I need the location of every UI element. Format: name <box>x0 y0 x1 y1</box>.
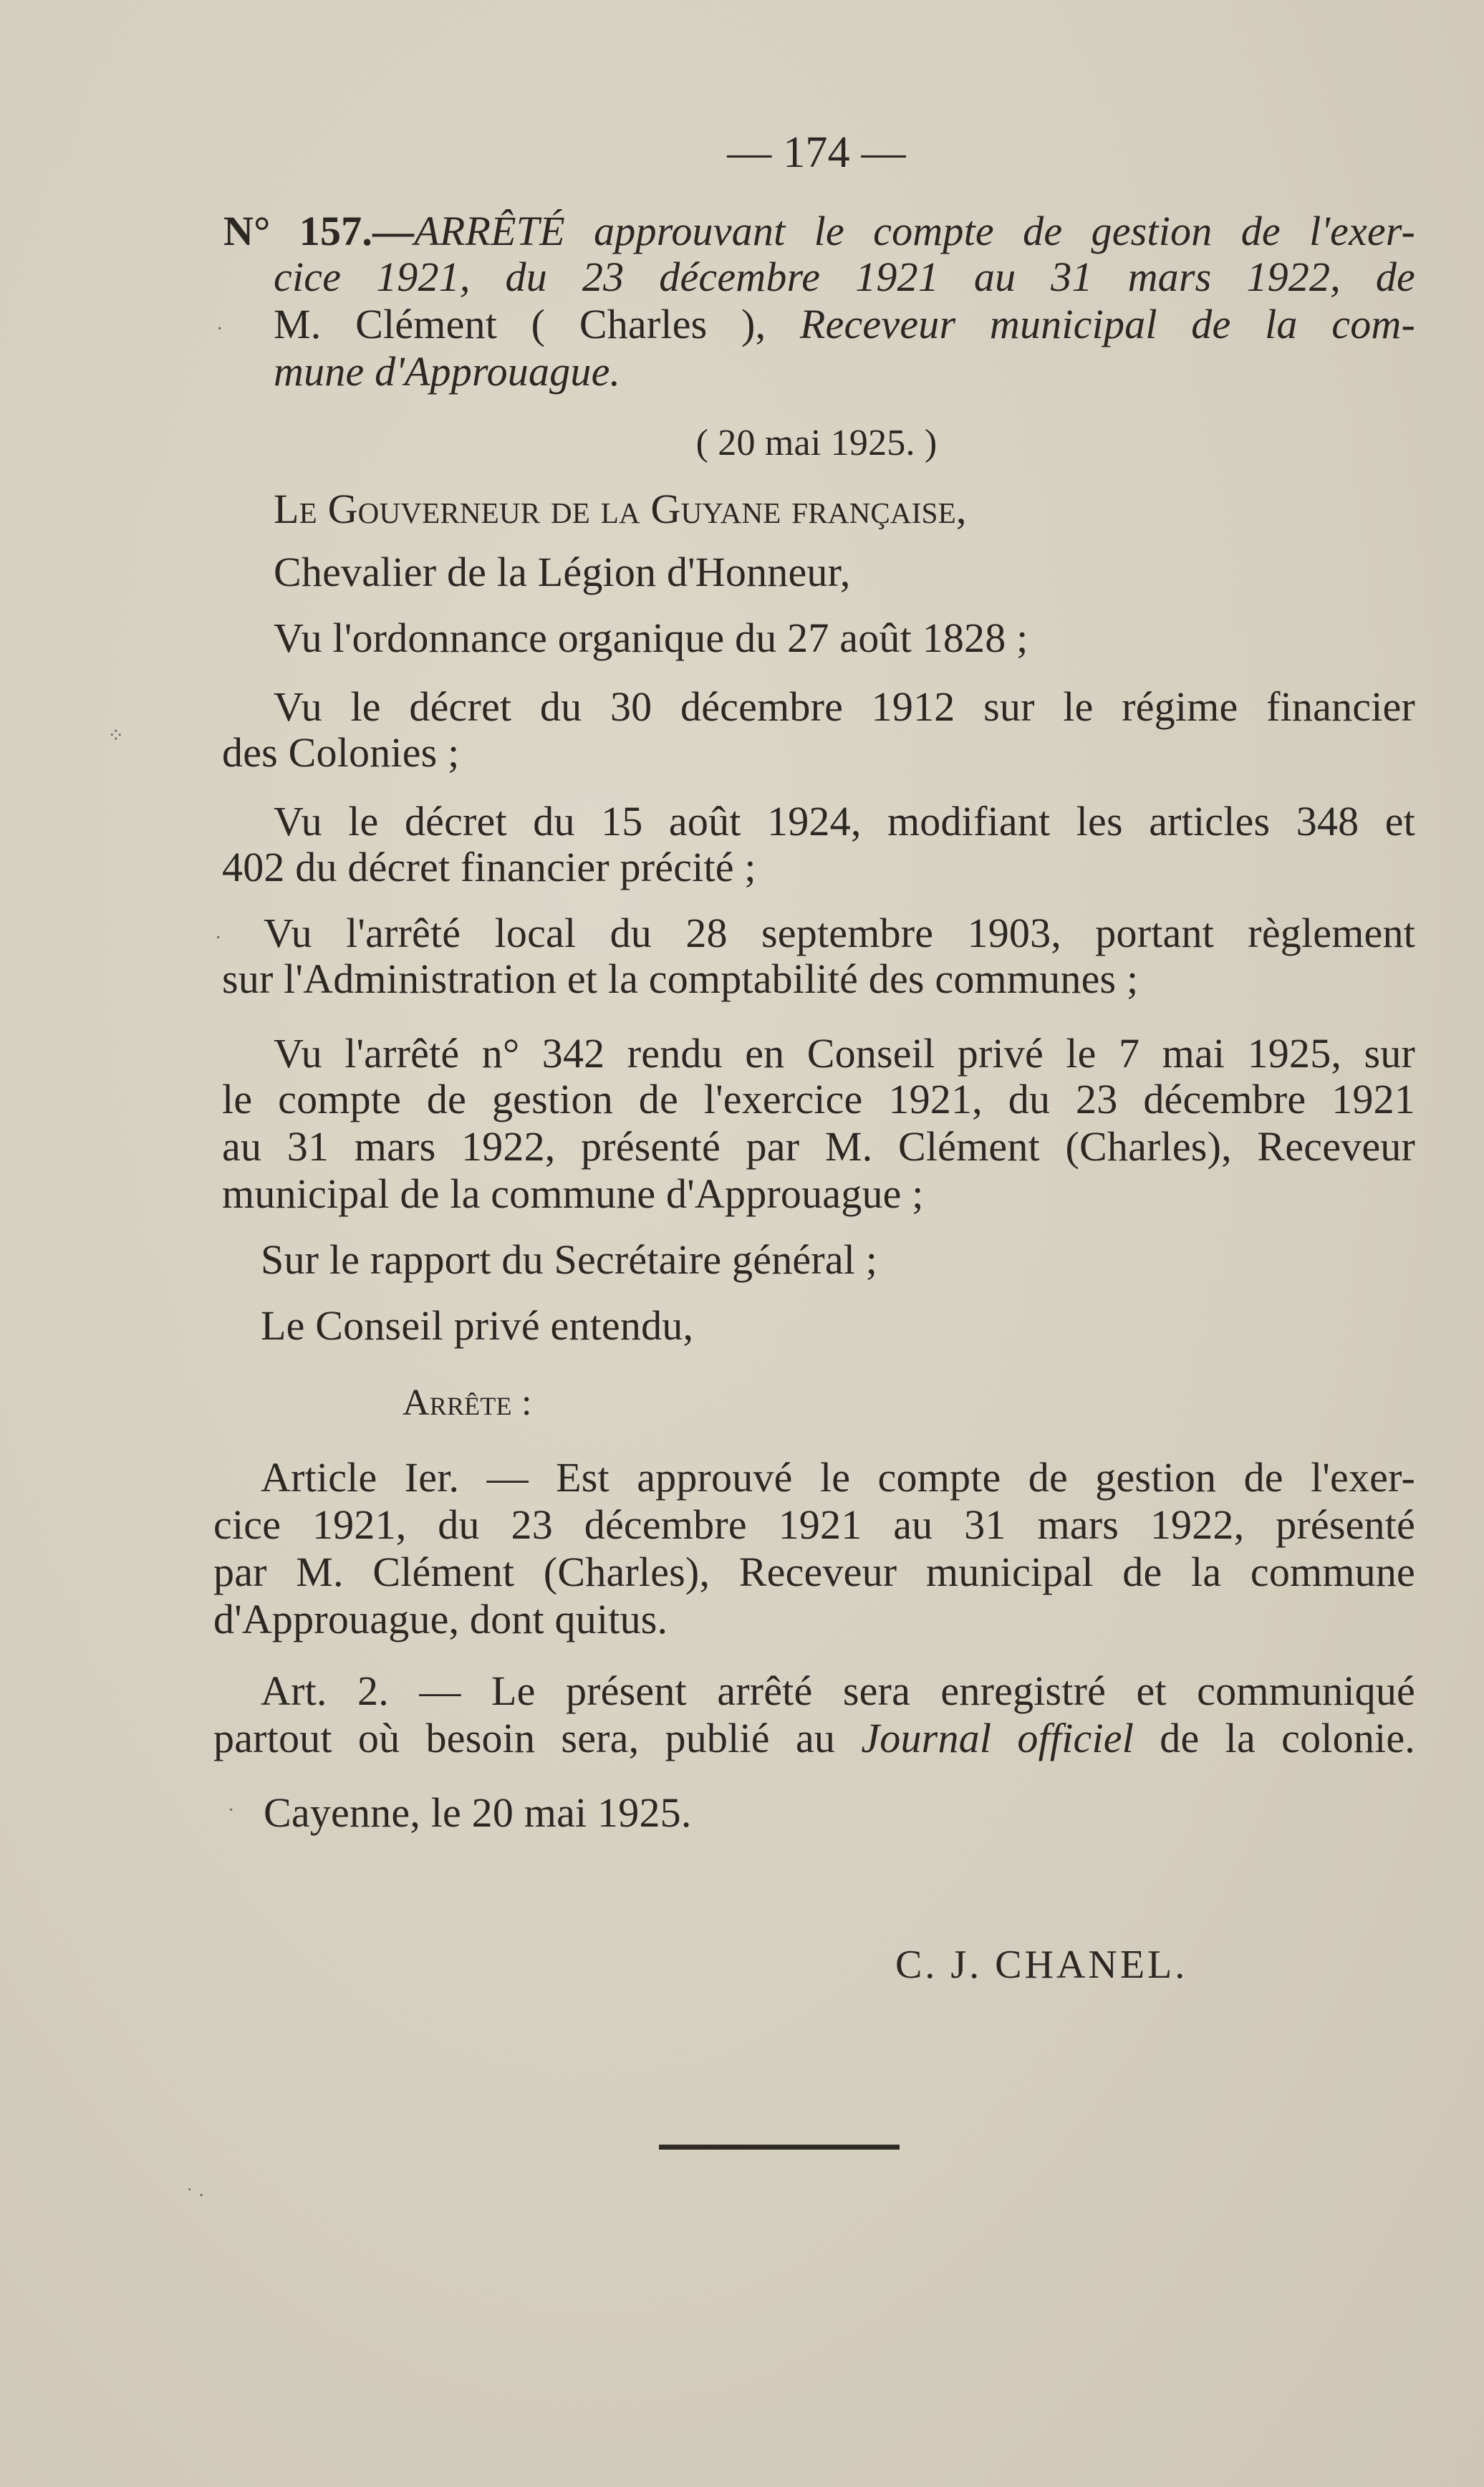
vu-arrete-342-line-2: le compte de gestion de l'exercice 1921, du 23 décembre 1921 <box>222 1076 1415 1122</box>
arrete-number: N° 157.— <box>223 208 415 254</box>
journal-officiel: Journal officiel <box>861 1715 1134 1761</box>
vu-decret-1924-line-1: Vu le décret du 15 août 1924, modifiant les articles 348 et <box>274 798 1415 845</box>
heading-line-4: mune d'Approuague. <box>274 348 621 395</box>
article-2-line-2 <box>213 1713 1415 1764</box>
heading-person: M. Clément ( Charles ), <box>274 301 800 347</box>
article-1-line-1: Article Ier. — Est approuvé le compte de gestion de l'exer- <box>261 1454 1415 1501</box>
heading-line-2: cice 1921, du 23 décembre 1921 au 31 mars 1922, de <box>274 254 1415 300</box>
article-1-line-2: cice 1921, du 23 décembre 1921 au 31 mars 1922, présenté <box>213 1501 1415 1548</box>
vu-ordonnance: Vu l'ordonnance organique du 27 août 1828 ; <box>274 615 1028 661</box>
vu-arrete-1903-line-2: sur l'Administration et la comptabilité des communes ; <box>222 956 1139 1002</box>
heading-line-3 <box>274 299 1415 350</box>
page-number: — 174 — <box>727 128 906 177</box>
article-1-line-4: d'Approuague, dont quitus. <box>213 1596 668 1642</box>
signature: C. J. CHANEL. <box>895 1943 1188 1987</box>
vu-arrete-342-line-3: au 31 mars 1922, présenté par M. Clément (Charles), Receveur <box>222 1123 1415 1170</box>
governor-line: Le Gouverneur de la Guyane française, <box>274 486 967 532</box>
vu-arrete-1903-line-1: Vu l'arrêté local du 28 septembre 1903, portant règlement <box>264 910 1415 956</box>
vu-arrete-342-line-4: municipal de la commune d'Approuague ; <box>222 1170 924 1217</box>
vu-decret-1912-line-2: des Colonies ; <box>222 729 460 776</box>
paper-mark: · <box>228 1799 235 1822</box>
paper-mark: · <box>215 927 222 949</box>
heading-title-part-1: ARRÊTÉ approuvant le compte de gestion de l'exer- <box>414 208 1415 254</box>
arrete-label: Arrête : <box>403 1382 532 1423</box>
article-2-text-post: de la colonie. <box>1134 1715 1415 1761</box>
paper-mark: ˙ · <box>186 2185 205 2207</box>
paper-mark: · <box>216 318 223 340</box>
closing-rule <box>659 2145 900 2150</box>
conseil-line: Le Conseil privé entendu, <box>261 1302 694 1349</box>
article-1-line-3: par M. Clément (Charles), Receveur municipal de la commune <box>213 1549 1415 1595</box>
article-2-line-1: Art. 2. — Le présent arrêté sera enregistré et communiqué <box>261 1668 1415 1714</box>
vu-decret-1924-line-2: 402 du décret financier précité ; <box>222 844 756 890</box>
place-date: Cayenne, le 20 mai 1925. <box>264 1789 692 1836</box>
heading-line-1 <box>223 206 1415 256</box>
vu-decret-1912-line-1: Vu le décret du 30 décembre 1912 sur le régime financier <box>274 683 1415 730</box>
vu-arrete-342-line-1: Vu l'arrêté n° 342 rendu en Conseil privé le 7 mai 1925, sur <box>274 1030 1415 1077</box>
rapport-line: Sur le rapport du Secrétaire général ; <box>261 1236 878 1283</box>
paper-mark: ⁘ <box>107 725 125 747</box>
article-2-text-pre: partout où besoin sera, publié au <box>213 1715 862 1761</box>
chevalier-line: Chevalier de la Légion d'Honneur, <box>274 549 851 595</box>
heading-title-part-3: Receveur municipal de la com- <box>799 301 1415 347</box>
decree-date: ( 20 mai 1925. ) <box>695 423 938 463</box>
